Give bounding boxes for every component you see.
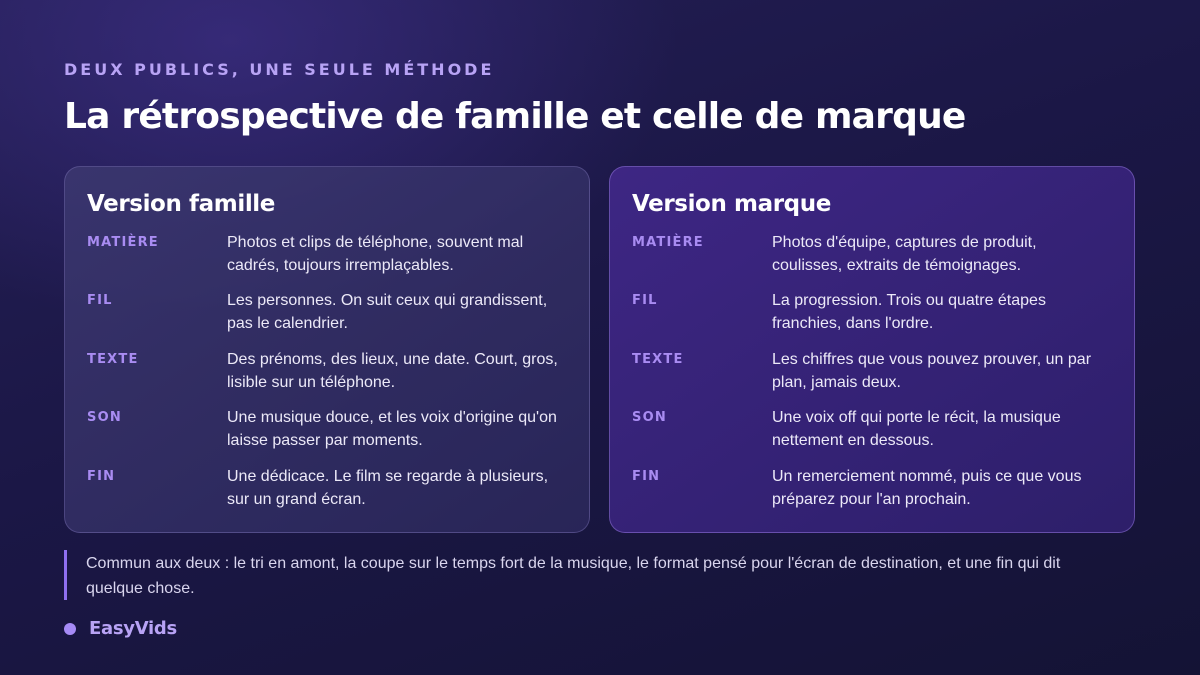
row-matiere [87, 231, 567, 289]
card-brand-version [609, 166, 1135, 533]
eyebrow: DEUX PUBLICS, UNE SEULE MÉTHODE [64, 60, 495, 79]
row-fin [87, 465, 567, 523]
row-label: FIN [632, 468, 661, 484]
row-matiere [632, 231, 1112, 289]
row-fil [87, 289, 567, 347]
row-texte [632, 348, 1112, 406]
row-text: Une voix off qui porte le récit, la musique nettement en dessous. [772, 409, 1061, 450]
row-label: TEXTE [87, 351, 139, 367]
row-label: FIL [632, 293, 658, 309]
row-text: Photos et clips de téléphone, souvent mal cadrés, toujours irremplaçables. [227, 234, 524, 274]
row-label: MATIÈRE [632, 235, 704, 250]
row-text: Une dédicace. Le film se regarde à plusieurs, sur un grand écran. [227, 467, 549, 508]
row-text: Des prénoms, des lieux, une date. Court, gros, lisible sur un téléphone. [227, 350, 558, 391]
row-label: MATIÈRE [87, 235, 159, 250]
brand-dot-icon [64, 623, 76, 635]
row-label: FIL [87, 293, 113, 309]
row-text: La progression. Trois ou quatre étapes franchies, dans l'ordre. [772, 292, 1046, 333]
row-text: Un remerciement nommé, puis ce que vous préparez pour l'an prochain. [772, 467, 1082, 508]
row-label: SON [632, 410, 667, 426]
row-son [632, 406, 1112, 464]
row-label: FIN [87, 468, 116, 484]
common-note: Commun aux deux : le tri en amont, la coupe sur le temps fort de la musique, le format pensé pour l'écran de destination, et une fin qui dit quelque chose. [64, 550, 1074, 600]
row-text: Photos d'équipe, captures de produit, coulisses, extraits de témoignages. [772, 234, 1037, 274]
row-son [87, 406, 567, 464]
row-label: SON [87, 410, 122, 426]
row-fin [632, 465, 1112, 523]
card-family-version [64, 166, 590, 533]
brand-name: EasyVids [89, 618, 177, 639]
page-title: La rétrospective de famille et celle de marque [64, 96, 966, 137]
row-text: Les chiffres que vous pouvez prouver, un par plan, jamais deux. [772, 350, 1092, 391]
brand-logo [64, 618, 177, 639]
row-texte [87, 348, 567, 406]
row-text: Une musique douce, et les voix d'origine qu'on laisse passer par moments. [227, 409, 557, 450]
card-title: Version marque [632, 191, 831, 217]
row-label: TEXTE [632, 351, 684, 367]
row-text: Les personnes. On suit ceux qui grandissent, pas le calendrier. [227, 292, 548, 333]
card-title: Version famille [87, 191, 275, 217]
row-fil [632, 289, 1112, 347]
